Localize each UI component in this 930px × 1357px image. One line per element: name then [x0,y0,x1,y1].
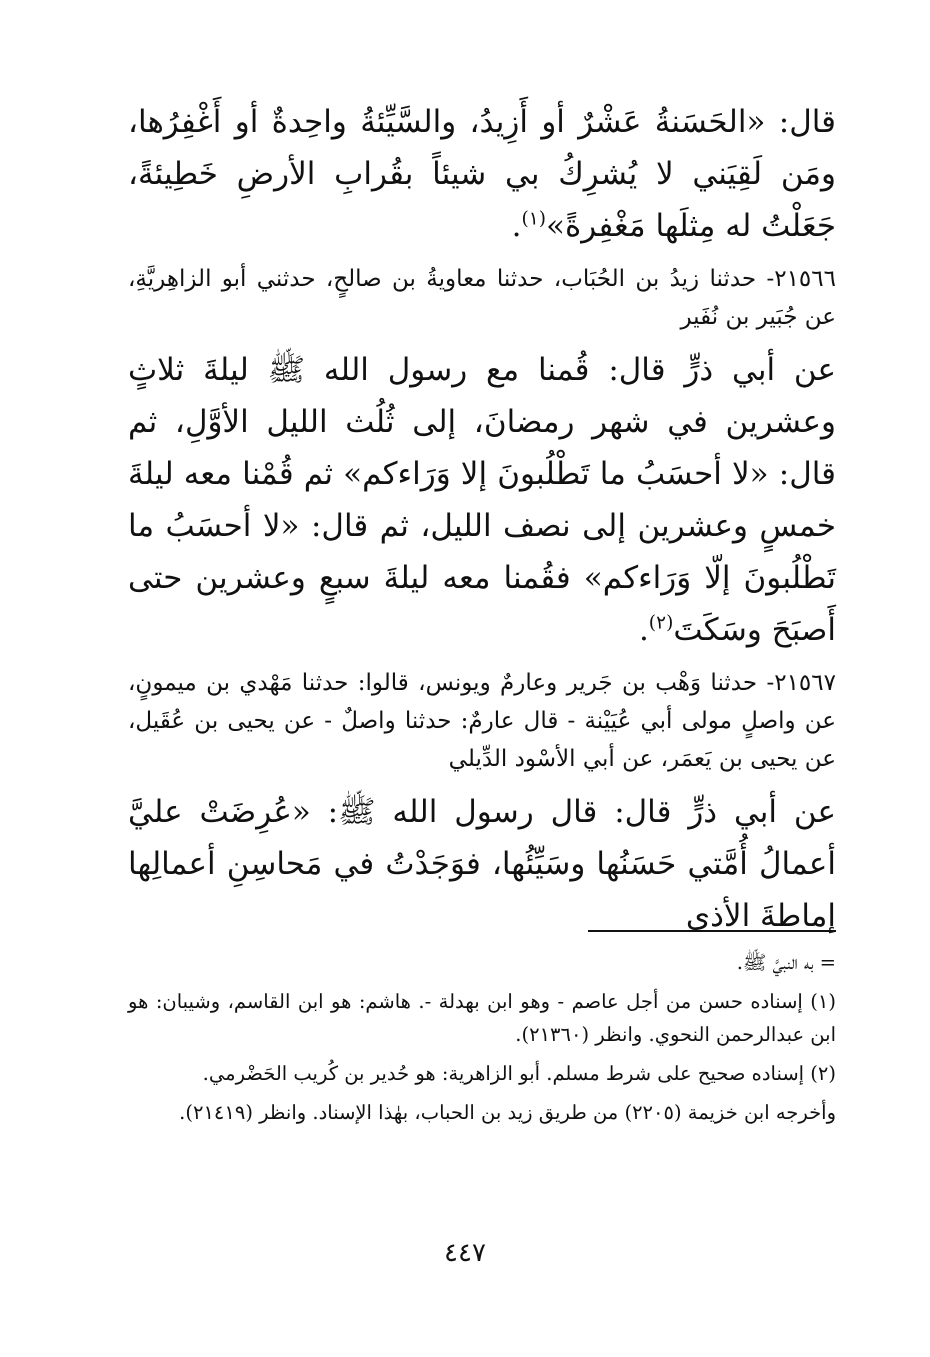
isnad-21567: ٢١٥٦٧- حدثنا وَهْب بن جَرير وعارمٌ ويونس، قالوا: حدثنا مَهْدي بن ميمونٍ، عن واصلٍ مولى أبي عُيَيْنة - قال عارمٌ: حدثنا واصلٌ - عن يحيى بن عُقَيل، عن يحيى بن يَعمَر، عن أبي الأسْود الدِّيلي [128,670,836,772]
footnote-separator-wrap [128,930,836,932]
paragraph-text: قال: «الحَسَنةُ عَشْرٌ أو أَزِيدُ، والسَّيِّئةُ واحِدةٌ أو أَغْفِرُها، ومَن لَقِيَني لا يُشرِكُ بي شيئاً بقُرابِ الأرضِ خَطِيئةً، جَعَلْتُ له مِثلَها مَغْفِرةً» [128,104,836,244]
footnote-2-cont: وأخرجه ابن خزيمة (٢٢٠٥) من طريق زيد بن الحباب، بهٰذا الإسناد. وانظر (٢١٤١٩). [179,1101,836,1124]
punctuation: . [511,208,522,244]
page-number: ٤٤٧ [444,1238,486,1268]
footnote-continuation: = به النبيَّ ﷺ. [736,951,836,974]
footnote-ref: (١) [521,208,547,230]
hadith-text-2 [128,344,836,656]
isnad-21566: ٢١٥٦٦- حدثنا زيدُ بن الحُبَاب، حدثنا معاويةُ بن صالحٍ، حدثني أبو الزاهِريَّةِ، عن جُبَير بن نُفَير [128,266,836,330]
punctuation: . [638,612,649,648]
paragraph-text: عن أبي ذرٍّ قال: قُمنا مع رسول الله ﷺ ليلةَ ثلاثٍ وعشرين في شهر رمضانَ، إلى ثُلُث الليل الأوَّلِ، ثم قال: «لا أحسَبُ ما تَطْلُبونَ إلا وَرَاءكم» ثم قُمْنا معه ليلةَ خمسٍ وعشرين إلى نصف الليل، ثم قال: «لا أحسَبُ ما تَطْلُبونَ إلّا وَرَاءكم» فقُمنا معه ليلةَ سبعٍ وعشرين حتى أَصبَحَ وسَكَتَ [128,352,836,648]
footnote-2: (٢) إسناده صحيح على شرط مسلم. أبو الزاهرية: هو حُدير بن كُريب الحَضْرمي. [202,1062,836,1085]
footnote-separator [588,930,836,932]
hadith-text-1 [128,96,836,252]
footnote-1: (١) إسناده حسن من أجل عاصم - وهو ابن بهدلة -. هاشم: هو ابن القاسم، وشيبان: هو ابن عبدالرحمن النحوي. وانظر (٢١٣٦٠). [128,990,836,1046]
footnote-ref: (٢) [648,612,674,634]
hadith-text-3: عن أبي ذرٍّ قال: قال رسول الله ﷺ: «عُرِضَتْ عليَّ أعمالُ أُمَّتي حَسَنُها وسَيِّئُها، فوَجَدْتُ في مَحاسِنِ أعمالِها إماطةَ الأذى [128,794,836,934]
main-text [128,96,836,942]
footnotes [128,946,836,1135]
